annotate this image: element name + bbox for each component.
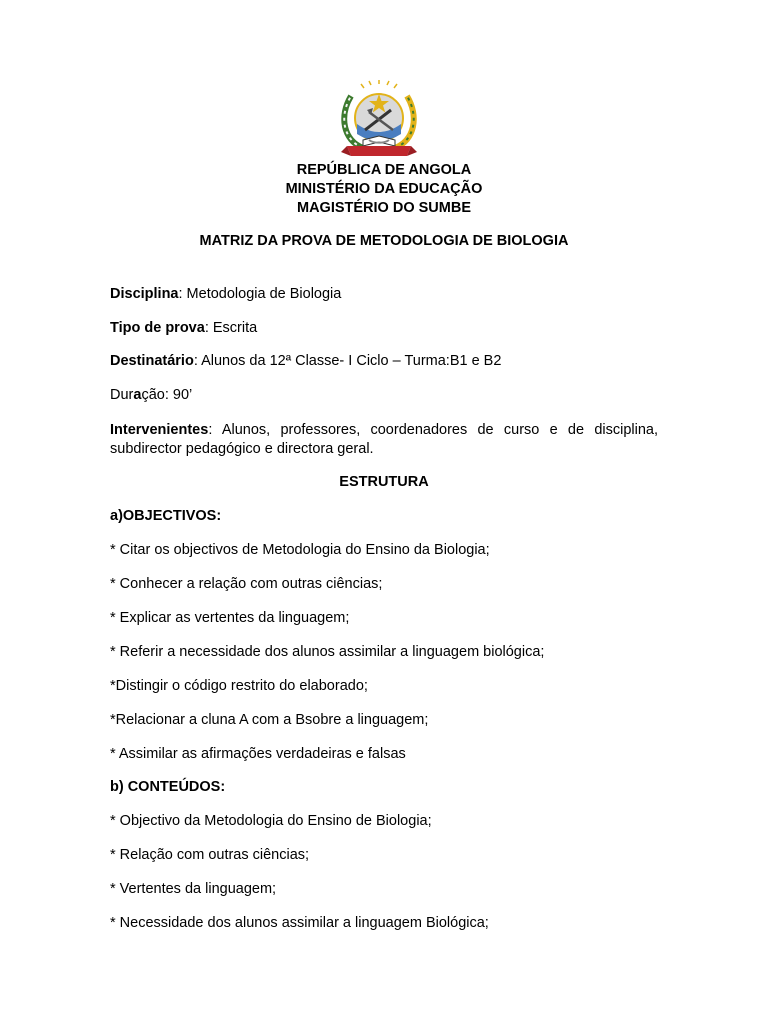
field-value: : Metodologia de Biologia <box>178 286 342 302</box>
field-value: : Escrita <box>204 320 258 336</box>
field-value: : Alunos da 12ª Classe- I Ciclo – Turma:B1 e B2 <box>193 353 502 369</box>
list-item: * Assimilar as afirmações verdadeiras e falsas <box>110 746 406 762</box>
list-item: * Referir a necessidade dos alunos assimilar a linguagem biológica; <box>110 644 545 660</box>
list-item: *Relacionar a cluna A com a Bsobre a linguagem; <box>110 712 429 728</box>
section-heading-conteudos: b) CONTEÚDOS: <box>110 779 226 795</box>
header-republic: REPÚBLICA DE ANGOLA <box>296 162 472 178</box>
field-text: Dur <box>110 387 134 403</box>
header-school: MAGISTÉRIO DO SUMBE <box>296 200 471 216</box>
list-item: * Objectivo da Metodologia do Ensino de Biologia; <box>110 813 432 829</box>
list-item: *Distingir o código restrito do elaborado; <box>110 678 368 694</box>
list-item: * Necessidade dos alunos assimilar a linguagem Biológica; <box>110 915 489 931</box>
section-heading-objectivos: a)OBJECTIVOS: <box>110 508 222 524</box>
document-title: MATRIZ DA PROVA DE METODOLOGIA DE BIOLOGIA <box>199 233 569 249</box>
field-text-bold: a <box>133 387 142 403</box>
field-label: Destinatário <box>110 353 194 369</box>
field-destinatario <box>110 353 658 369</box>
section-heading-estrutura: ESTRUTURA <box>339 474 429 490</box>
field-label: Intervenientes <box>110 422 209 438</box>
list-item: * Citar os objectivos de Metodologia do Ensino da Biologia; <box>110 542 490 558</box>
field-duracao <box>110 387 658 403</box>
list-item: * Vertentes da linguagem; <box>110 881 277 897</box>
field-tipo-de-prova <box>110 320 658 336</box>
list-item: * Explicar as vertentes da linguagem; <box>110 610 350 626</box>
field-label: Disciplina <box>110 286 179 302</box>
field-intervenientes <box>110 421 658 459</box>
field-disciplina <box>110 286 658 302</box>
list-item: * Relação com outras ciências; <box>110 847 310 863</box>
list-item: * Conhecer a relação com outras ciências; <box>110 576 383 592</box>
field-label: Tipo de prova <box>110 320 205 336</box>
field-text: ção: 90’ <box>141 387 193 403</box>
header-ministry: MINISTÉRIO DA EDUCAÇÃO <box>285 181 483 197</box>
angola-emblem-icon <box>333 80 425 160</box>
field-value: : Alunos, professores, coordenadores de curso e de disciplina, subdirector pedagógico e directora geral. <box>110 422 658 457</box>
